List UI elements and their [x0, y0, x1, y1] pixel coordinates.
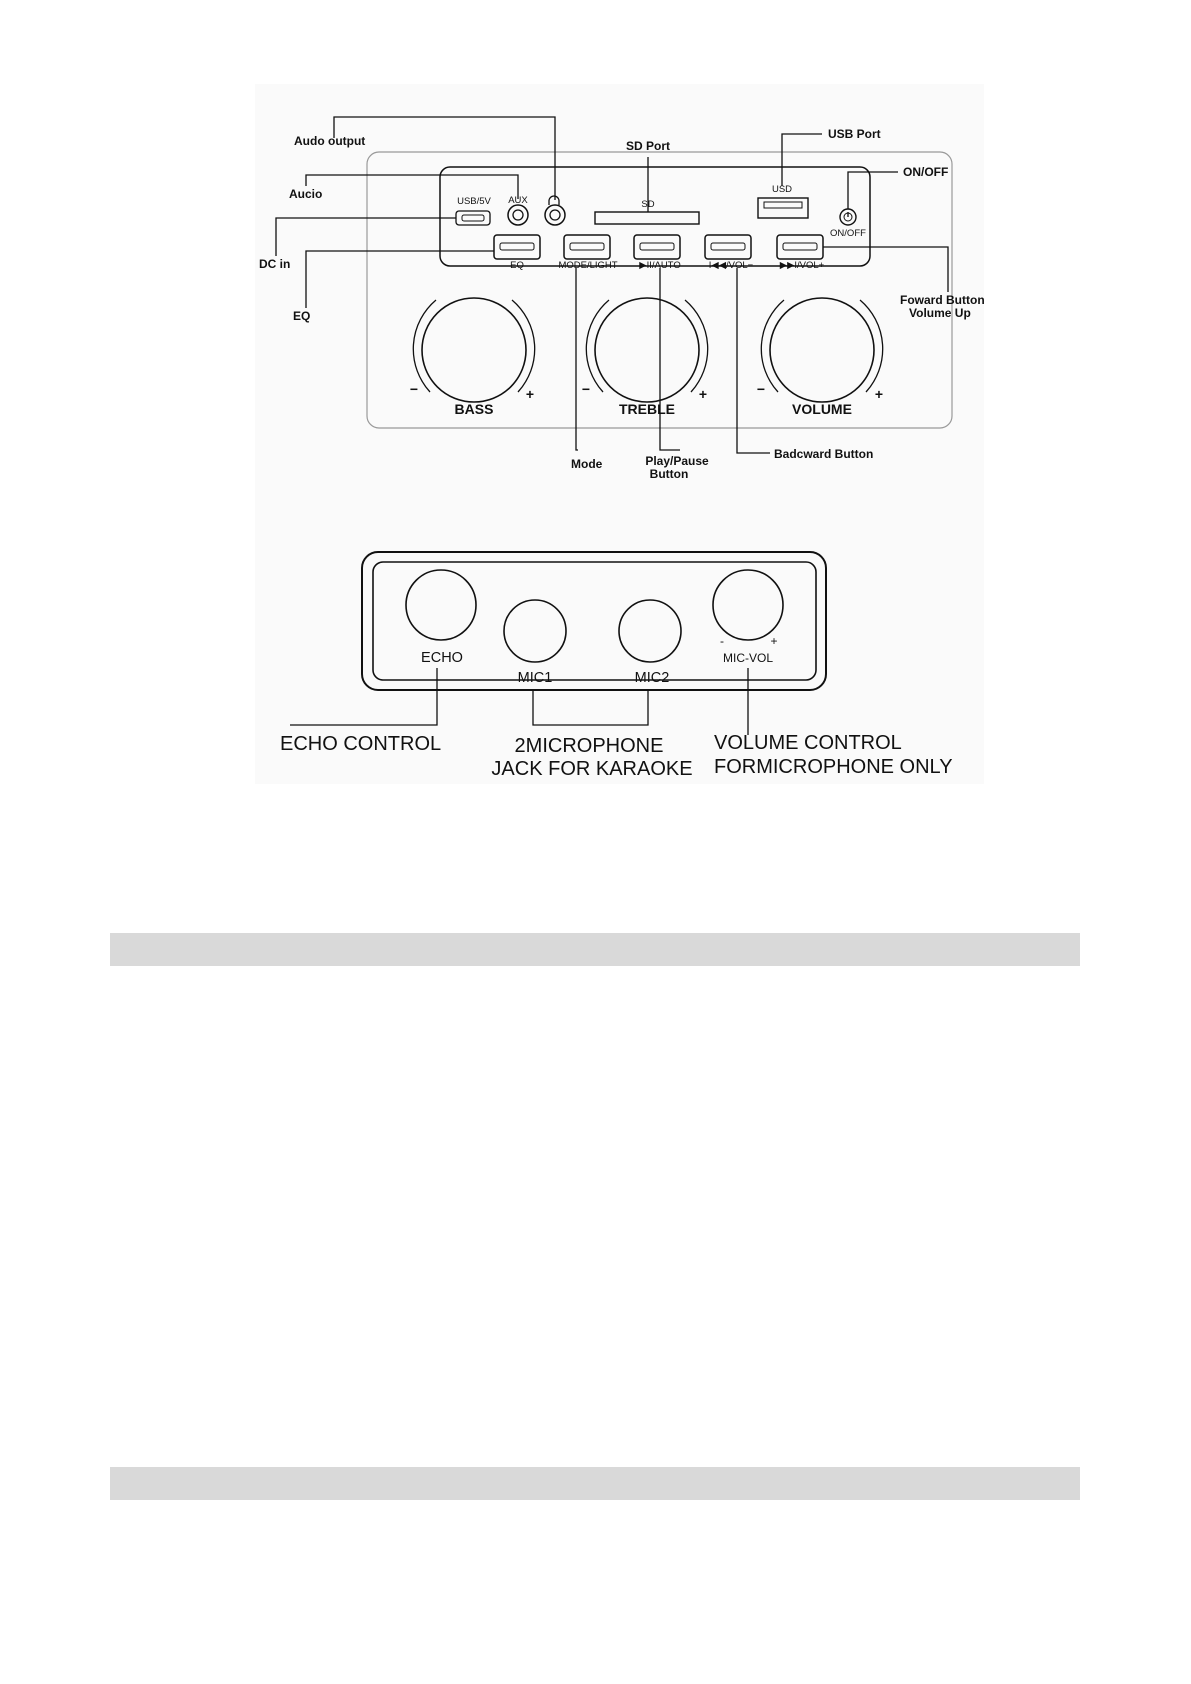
eq-button: [494, 235, 540, 259]
mic-vol-minus: -: [720, 634, 724, 648]
headphone-jack-inner: [550, 210, 560, 220]
on-off-callout: ON/OFF: [903, 165, 949, 179]
treble-knob: [595, 298, 699, 402]
next-vol-plus-button-inner: [783, 243, 817, 250]
audio-output-callout: Audo output: [294, 134, 366, 148]
power-switch-label: ON/OFF: [830, 228, 866, 239]
eq-callout: EQ: [293, 309, 311, 323]
mic-vol-knob: [713, 570, 783, 640]
echo-leader: [290, 668, 437, 725]
eq-button-inner: [500, 243, 534, 250]
usb-port-leader: [782, 134, 822, 186]
volume-minus: −: [756, 381, 766, 397]
sd-card-slot: [595, 212, 699, 224]
usb-5v-label: USB/5V: [457, 196, 491, 207]
usb-port-callout: USB Port: [828, 127, 881, 141]
play-pause-callout-line1: Play/Pause: [645, 454, 709, 468]
backward-callout: Badcward Button: [774, 447, 874, 461]
treble-plus: +: [698, 386, 708, 402]
aux-label: AUX: [508, 195, 528, 206]
mode-light-button-label: MODE/LIGHT: [558, 260, 618, 271]
aux-jack-inner: [513, 210, 523, 220]
play-pause-callout-line2: Button: [649, 467, 689, 481]
eq-button-label: EQ: [510, 260, 524, 271]
headphone-icon: [549, 196, 559, 205]
headphone-jack: [545, 205, 565, 225]
forward-callout-line2: Volume Up: [909, 306, 971, 320]
vol-control-callout-line1: VOLUME CONTROL: [714, 732, 902, 754]
next-vol-plus-button: [777, 235, 823, 259]
volume-knob: [770, 298, 874, 402]
prev-vol-minus-button-label: I◀◀/VOL−: [708, 260, 754, 271]
usb-label: USD: [771, 184, 793, 195]
bass-minus: −: [409, 381, 419, 397]
sd-port-callout: SD Port: [626, 139, 671, 153]
treble-scale-left: [586, 300, 609, 392]
treble-minus: −: [581, 381, 591, 397]
mic2-label: MIC2: [634, 670, 670, 686]
usb-port-inner: [764, 202, 802, 208]
mode-light-button-inner: [570, 243, 604, 250]
dc-in-callout: DC in: [259, 257, 291, 271]
bass-label: BASS: [454, 401, 494, 417]
next-vol-plus-button-label: ▶▶I/VOL+: [779, 260, 825, 271]
volume-plus: +: [874, 386, 884, 402]
bass-scale-right: [512, 300, 535, 392]
prev-vol-minus-button: [705, 235, 751, 259]
echo-label: ECHO: [421, 650, 463, 666]
treble-label: TREBLE: [619, 401, 675, 417]
bass-plus: +: [525, 386, 535, 402]
mic-jack-callout-line2: JACK FOR KARAOKE: [491, 758, 693, 780]
mic-vol-plus: +: [770, 634, 778, 648]
dc-in-port-inner: [462, 215, 484, 221]
volume-label: VOLUME: [792, 401, 852, 417]
prev-vol-minus-button-inner: [711, 243, 745, 250]
mode-light-button: [564, 235, 610, 259]
bass-scale-left: [413, 300, 436, 392]
sd-label: SD: [641, 199, 655, 210]
mic-vol-label: MIC-VOL: [722, 651, 774, 665]
play-auto-button-label: ▶II/AUTO: [639, 260, 681, 271]
mic-jack-leader: [533, 690, 648, 725]
treble-scale-right: [685, 300, 708, 392]
forward-leader: [823, 247, 948, 292]
bass-knob: [422, 298, 526, 402]
mic1-jack: [504, 600, 566, 662]
play-auto-button-inner: [640, 243, 674, 250]
on-off-leader: [848, 172, 898, 209]
mic1-label: MIC1: [517, 670, 553, 686]
section-header-bar: [110, 933, 1080, 966]
backward-leader: [737, 268, 770, 453]
play-pause-leader: [660, 268, 680, 450]
volume-scale-right: [860, 300, 883, 392]
forward-callout-line1: Foward Button: [900, 293, 985, 307]
volume-scale-left: [761, 300, 784, 392]
mode-leader: [576, 268, 578, 450]
mic2-jack: [619, 600, 681, 662]
aux-jack: [508, 205, 528, 225]
top-control-strip: [440, 167, 870, 266]
section-header-bar: [110, 1467, 1080, 1500]
play-auto-button: [634, 235, 680, 259]
mic-jack-callout-line1: 2MICROPHONE: [514, 735, 664, 757]
audio-in-callout: Aucio: [289, 187, 323, 201]
echo-knob: [406, 570, 476, 640]
vol-control-callout-line2: FORMICROPHONE ONLY: [714, 756, 953, 778]
mode-callout: Mode: [571, 457, 603, 471]
dc-in-port: [456, 211, 490, 225]
echo-control-callout: ECHO CONTROL: [280, 733, 442, 755]
mic-panel-outer: [362, 552, 826, 690]
dc-in-leader: [276, 218, 456, 256]
